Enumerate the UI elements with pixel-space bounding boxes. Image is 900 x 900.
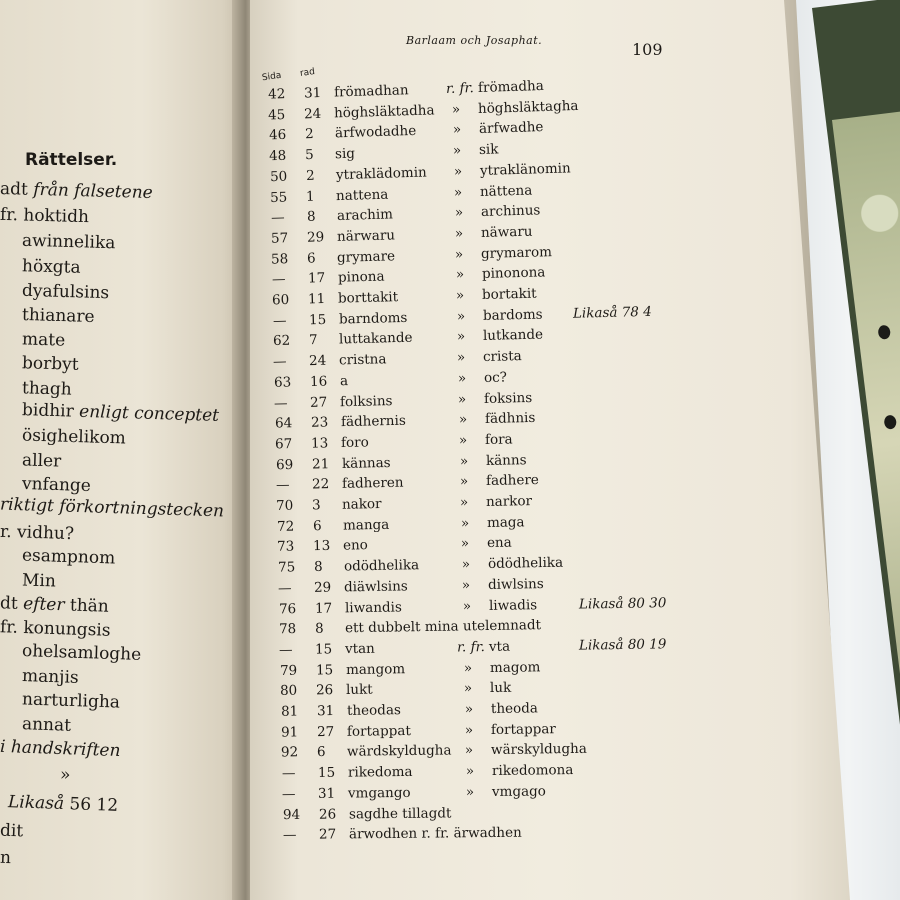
left-page-line [22,331,66,349]
page-ref: 62 [272,333,291,350]
line-ref: 31 [318,785,336,802]
left-page-line [22,691,120,711]
line-ref: 11 [308,290,326,308]
read-for-marker: » [460,535,470,552]
left-line-text: thianare [21,304,95,328]
left-line-text: borbyt [21,353,79,375]
read-for-marker: » [461,556,470,573]
left-page-line [22,716,72,735]
page-ref: 91 [280,724,299,741]
wrong-reading: nakor [342,496,383,513]
wrong-reading: folksins [340,392,393,410]
read-for-marker: » [455,287,465,304]
read-for-marker: » [465,742,474,759]
correct-reading: crista [483,348,523,366]
correct-reading: ytraklänomin [479,160,571,179]
wrong-reading: närwaru [336,227,396,245]
read-for-marker: » [461,577,471,594]
read-for-marker: r. fr. [445,80,475,98]
left-line-text: thagh [21,378,73,400]
page-ref: 45 [268,106,286,124]
left-line-text: dit [0,820,24,842]
left-page-line [21,280,110,304]
read-for-marker: » [452,121,462,139]
wrong-reading: diäwlsins [343,578,408,596]
correct-reading: näwaru [480,223,533,241]
read-for-marker: » [456,308,465,325]
line-ref: 2 [305,167,315,184]
page-ref: 69 [275,456,293,473]
correct-reading: vta [489,638,511,655]
wrong-reading: wärdskyldugha [347,742,453,761]
page-ref: 72 [276,518,295,535]
marble-spot [883,414,897,429]
line-ref: 8 [314,620,324,637]
left-line-italic: enligt conceptet [73,401,220,426]
wrong-reading: ett dubbelt mina utelemnadt [344,617,541,637]
correct-reading: vmgago [492,783,547,800]
left-page-line [0,595,109,615]
read-for-marker: » [458,411,468,428]
page-ref: 48 [269,147,287,165]
correct-reading: wärskyldugha [491,741,588,759]
line-ref: 27 [319,826,337,843]
correct-reading: bardoms [482,306,543,324]
left-page-line [21,304,95,328]
correct-reading: theoda [490,700,538,717]
left-line-text: vnfange [21,473,92,497]
column-head-rad: rad [299,67,316,79]
page-ref: 64 [274,415,293,432]
left-page-line [0,820,24,842]
read-for-marker: » [463,680,473,697]
page-ref: 55 [269,188,288,206]
left-line-text: annat [21,714,72,736]
wrong-reading: vtan [345,640,376,658]
left-page-line [21,545,116,569]
read-for-marker: » [455,266,465,283]
read-for-marker: » [463,659,472,676]
read-for-marker: » [464,701,473,718]
correct-reading: frömadha [477,77,545,96]
page-ref: 73 [277,538,295,556]
left-page-line [22,380,72,398]
read-for-marker: » [457,349,466,366]
read-for-marker: » [462,597,471,614]
see-also-note: Likaså 78 4 [572,303,652,322]
left-page-line [22,668,79,687]
line-ref: 15 [308,311,327,328]
left-line-text: Min [21,570,57,592]
wrong-reading: sagdhe tillagdt [348,804,452,822]
left-line-text: esampnom [21,545,116,569]
left-line-text: höxgta [21,256,81,278]
left-line-text: fr. konungsis [0,617,111,641]
left-line-italic: från falsetene [27,179,153,203]
read-for-marker: » [465,763,475,780]
read-for-marker: » [466,783,475,801]
read-for-marker: » [453,184,463,201]
page-ref: 60 [272,291,290,309]
correct-reading: höghsläktagha [478,97,580,117]
left-line-text: awinnelika [21,230,116,254]
read-for-marker: r. fr. [457,638,486,656]
left-page-line [22,452,62,470]
left-page-line [0,204,90,228]
wrong-reading: odödhelika [343,557,419,575]
left-line-italic: efter [17,593,65,616]
wrong-reading: ytraklädomin [335,164,427,183]
correct-reading: maga [486,513,525,531]
read-for-marker: » [460,494,469,511]
left-page-line [21,473,92,497]
read-for-marker: » [456,328,466,346]
left-line-tail: thän [64,595,110,617]
left-page-line [8,794,119,815]
left-page-line [0,521,75,545]
left-line-text: narturligha [21,689,121,713]
wrong-reading: sig [335,145,356,163]
line-ref: 17 [314,600,332,617]
correct-reading: ärfwadhe [478,119,544,138]
left-page-line [22,355,79,374]
left-line-text: manjis [21,666,79,688]
line-ref: 2 [304,126,314,143]
correct-reading: foksins [484,389,533,407]
left-line-tail: 56 12 [63,794,119,816]
correct-reading: narkor [486,493,533,510]
wrong-reading: rikedoma [347,763,413,781]
left-line-text: r. vidhu? [0,521,75,545]
wrong-reading: kännas [341,454,391,472]
page-ref: — [274,394,289,412]
wrong-reading: höghsläktadha [334,102,436,122]
wrong-reading: a [339,372,349,390]
page-ref: 92 [281,744,299,761]
line-ref: 21 [311,455,329,473]
line-ref: 26 [316,682,334,699]
read-for-marker: » [455,246,464,263]
wrong-reading: lukt [346,681,373,699]
correct-reading: archinus [480,202,541,221]
line-ref: 27 [310,393,328,411]
wrong-reading: barndoms [338,309,408,328]
page-ref: — [273,353,288,371]
line-ref: 24 [309,352,327,370]
correct-reading: rikedomona [491,762,574,780]
left-line-text: ohelsamloghe [21,641,142,665]
page-ref: 75 [277,559,296,576]
correct-reading: liwadis [488,596,537,614]
wrong-reading: fädhernis [340,412,406,431]
page-ref: — [283,827,297,844]
page-ref: — [281,765,296,782]
page-ref: 46 [268,127,287,144]
line-ref: 5 [305,146,315,164]
page-ref: 42 [267,86,286,103]
line-ref: 6 [312,517,322,534]
line-ref: 6 [317,744,327,761]
line-ref: 27 [316,723,335,740]
wrong-reading: cristna [339,351,388,369]
page-ref: — [272,312,287,329]
line-ref: 31 [303,84,322,102]
left-page-line [59,764,71,786]
wrong-reading: eno [343,537,369,554]
wrong-reading: grymare [337,247,396,266]
left-line-text: adt [0,179,29,200]
left-line-text: dt [0,593,19,614]
read-for-marker: » [454,204,463,221]
correct-reading: fädhnis [484,410,536,428]
read-for-marker: » [452,142,462,159]
read-for-marker: » [454,225,464,242]
correct-reading: oc? [483,369,507,386]
page-ref: 76 [278,600,296,617]
see-also-note: Likaså 80 30 [578,594,667,613]
left-line-text: aller [21,450,62,472]
page-ref: 79 [279,662,298,679]
read-for-marker: » [453,163,463,180]
read-for-marker: » [452,101,461,118]
line-ref: 1 [305,188,315,205]
page-ref: 70 [276,497,294,515]
line-ref: 29 [306,229,325,246]
left-page-line [0,619,111,640]
left-page-line [0,181,153,202]
read-for-marker: » [457,370,467,387]
page-ref: — [270,209,285,227]
read-for-marker: » [464,721,474,739]
line-ref: 8 [306,208,316,226]
correct-reading: bortakit [481,285,537,303]
correct-reading: nättena [479,182,533,200]
line-ref: 15 [315,641,333,658]
line-ref: 3 [312,497,322,514]
page-ref: 67 [275,435,293,453]
read-for-marker: » [459,452,468,470]
wrong-reading: theodas [346,702,401,719]
correct-reading: luk [490,680,512,697]
wrong-reading: foro [340,434,370,451]
wrong-reading: luttakande [338,330,413,348]
page-ref: — [275,477,290,494]
line-ref: 23 [310,414,329,431]
line-ref: 22 [311,476,330,493]
left-page-line [21,230,116,254]
running-head: Barlaam och Josaphat. [406,34,543,47]
see-also-note: Likaså 80 19 [579,636,667,654]
left-line-italic: Likaså [7,792,65,815]
page-ref: 81 [280,703,298,720]
page-ref: 63 [273,374,292,391]
left-line-text: mate [21,329,66,351]
line-ref: 26 [318,806,336,823]
line-ref: 8 [313,558,323,576]
wrong-reading: borttakit [338,289,399,307]
wrong-reading: arachim [336,206,393,225]
wrong-reading: fortappat [346,722,411,740]
column-head-sida: Sida [261,70,283,84]
correct-reading: fadhere [485,472,539,490]
wrong-reading: fadheren [341,474,404,493]
line-ref: 13 [310,435,329,452]
wrong-reading: frömadhan [333,82,409,101]
read-for-marker: » [457,390,467,408]
left-line-italic: i handskriften [0,736,121,762]
left-line-italic: riktigt förkortningstecken [0,494,225,522]
left-line-text: fr. hoktidh [0,204,90,228]
page-ref: — [277,580,292,597]
page-ref: — [279,641,293,659]
left-line-text: ösighelikom [21,425,127,449]
wrong-reading: ärfwodadhe [334,123,417,142]
wrong-reading: manga [342,516,390,534]
wrong-reading: vmgango [348,784,411,802]
read-for-marker: » [458,432,468,449]
left-page-line [22,427,126,447]
line-ref: 6 [307,249,317,267]
marble-spot [877,325,891,340]
left-line-text: dyafulsins [21,280,110,304]
wrong-reading: ärwodhen r. fr. ärwadhen [349,824,522,843]
correct-reading: sik [479,141,499,159]
page-ref: 94 [282,806,300,823]
line-ref: 7 [308,332,318,349]
wrong-reading: mangom [345,660,405,678]
page-ref: 80 [280,682,298,700]
left-page-heading: Rättelser. [25,150,118,170]
line-ref: 15 [315,661,334,679]
correct-reading: känns [485,451,527,469]
line-ref: 17 [307,270,326,287]
line-ref: 24 [304,105,322,123]
left-line-text: n [0,847,12,869]
correct-reading: lutkande [482,326,544,345]
line-ref: 31 [316,703,334,720]
correct-reading: fortappar [490,720,556,738]
correct-reading: magom [489,658,541,676]
wrong-reading: liwandis [344,598,402,616]
page-number: 109 [632,40,663,59]
read-for-marker: » [460,515,470,532]
wrong-reading: nattena [335,186,389,204]
wrong-reading: pinona [337,268,385,287]
line-ref: 29 [313,579,332,596]
errata-row [283,821,703,845]
correct-reading: fora [484,431,513,448]
correct-reading: ödödhelika [487,554,563,573]
left-line-text: » [59,764,71,786]
line-ref: 15 [317,764,336,782]
page-ref: 58 [271,250,289,268]
page-ref: — [282,785,296,803]
errata-row [282,780,702,804]
page-ref: 78 [278,621,297,638]
correct-reading: diwlsins [487,575,544,593]
left-page-line [0,736,121,762]
page-ref: 57 [270,230,289,247]
left-page-line [0,847,12,869]
line-ref: 16 [309,373,328,390]
page-ref: 50 [269,168,288,185]
page-ref: — [271,271,286,288]
left-page-line [22,643,142,664]
correct-reading: pinonona [481,264,546,283]
correct-reading: ena [487,534,513,552]
left-line-text: bidhir [21,400,75,422]
line-ref: 13 [313,538,331,555]
left-page-line [22,258,81,277]
left-page-line [22,572,56,590]
correct-reading: grymarom [481,243,553,262]
read-for-marker: » [459,473,469,490]
